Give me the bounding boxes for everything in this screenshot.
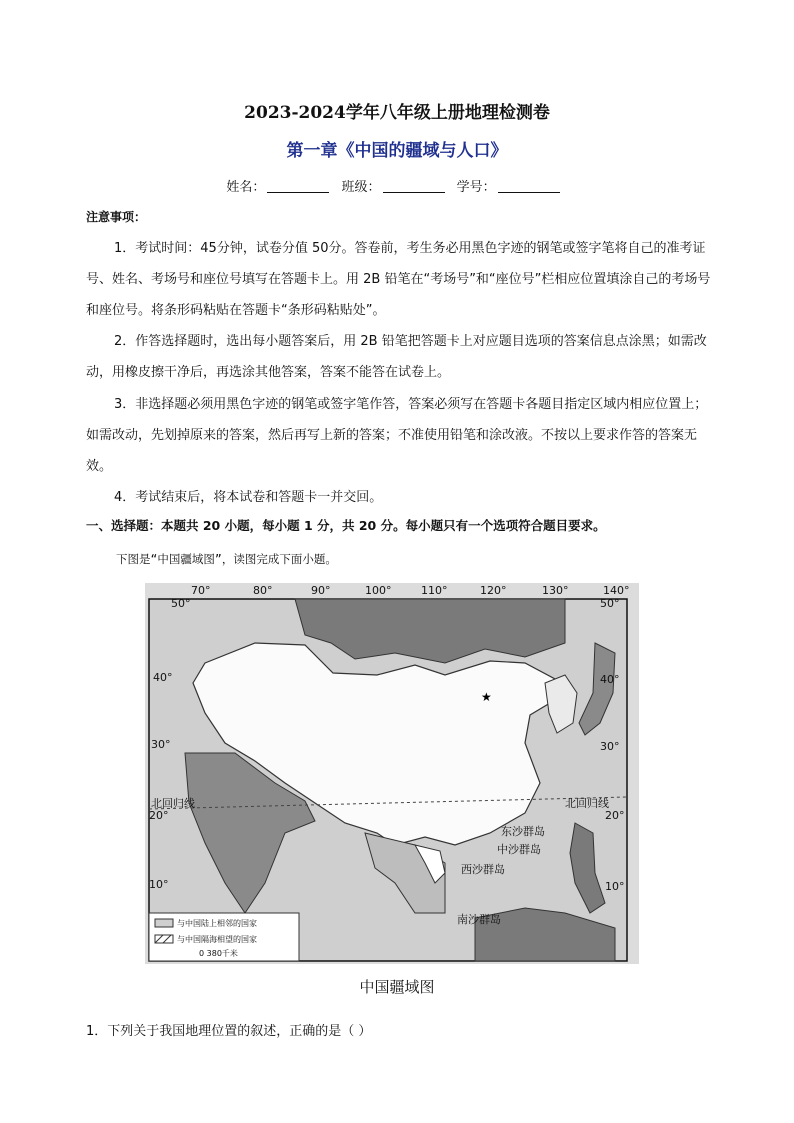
lat-label-left: 40° xyxy=(153,671,173,684)
notes-heading: 注意事项： xyxy=(86,210,147,224)
section-instruction: 下图是“中国疆域图”，读图完成下面小题。 xyxy=(116,552,337,566)
lat-label-right: 40° xyxy=(600,673,620,686)
id-label: 学号： xyxy=(456,180,496,195)
lat-label-left: 30° xyxy=(151,738,171,751)
question-1: 1．下列关于我国地理位置的叙述，正确的是（ ） xyxy=(86,1024,372,1039)
island-label: 东沙群岛 xyxy=(501,825,545,838)
lat-label-right: 50° xyxy=(600,597,620,610)
tropic-label-left: 北回归线 xyxy=(151,797,195,810)
lon-label: 80° xyxy=(253,584,273,597)
lat-label-right: 20° xyxy=(605,809,625,822)
lon-label: 120° xyxy=(480,584,507,597)
lat-label-left: 20° xyxy=(149,809,169,822)
svg-text:★: ★ xyxy=(481,690,492,704)
lon-label: 130° xyxy=(542,584,569,597)
lon-label: 90° xyxy=(311,584,331,597)
chapter-subtitle: 第一章《中国的疆域与人口》 xyxy=(286,141,508,161)
class-label: 班级： xyxy=(341,180,381,195)
lat-label-left: 10° xyxy=(149,878,169,891)
map-caption: 中国疆域图 xyxy=(359,978,435,996)
lon-label: 70° xyxy=(191,584,211,597)
map-scale: 0 380千米 xyxy=(199,949,238,958)
island-label: 中沙群岛 xyxy=(497,843,541,856)
legend-land-neighbors: 与中国陆上相邻的国家 xyxy=(177,919,257,928)
section-heading: 一、选择题：本题共 20 小题，每小题 1 分，共 20 分。每小题只有一个选项符合题目要求。 xyxy=(86,518,606,533)
exam-title: 2023-2024学年八年级上册地理检测卷 xyxy=(244,103,550,123)
lat-label-left: 50° xyxy=(171,597,191,610)
note-item-1: 1．考试时间：45分钟，试卷分值 50分。答卷前，考生务必用黑色字迹的钢笔或签字笔将自己的准考证号、姓名、考场号和座位号填写在答题卡上。用 2B 铅笔在“考场号”和“座位号”栏相应位置填涂自己的考场号和座位号。将条形码粘贴在答题卡“条形码粘贴处”。 xyxy=(86,241,711,318)
name-label: 姓名： xyxy=(226,180,266,195)
island-label: 南沙群岛 xyxy=(457,913,501,926)
lat-label-right: 10° xyxy=(605,880,625,893)
student-info-fields xyxy=(0,176,794,195)
legend-sea-neighbors: 与中国隔海相望的国家 xyxy=(177,935,257,944)
lon-label: 140° xyxy=(603,584,630,597)
china-territory-map xyxy=(145,583,639,964)
note-item-3: 3．非选择题必须用黑色字迹的钢笔或签字笔作答，答案必须写在答题卡各题目指定区域内相应位置上；如需改动，先划掉原来的答案，然后再写上新的答案；不准使用铅笔和涂改液。不按以上要求作答的答案无效。 xyxy=(86,397,708,474)
lon-label: 110° xyxy=(421,584,448,597)
id-blank[interactable] xyxy=(498,180,560,193)
note-item-2: 2．作答选择题时，选出每小题答案后，用 2B 铅笔把答题卡上对应题目选项的答案信息点涂黑；如需改动，用橡皮擦干净后，再选涂其他答案，答案不能答在试卷上。 xyxy=(86,334,707,380)
name-blank[interactable] xyxy=(267,180,329,193)
lat-label-right: 30° xyxy=(600,740,620,753)
tropic-label-right: 北回归线 xyxy=(565,797,609,810)
island-label: 西沙群岛 xyxy=(461,863,505,876)
note-item-4: 4．考试结束后，将本试卷和答题卡一并交回。 xyxy=(114,490,383,505)
class-blank[interactable] xyxy=(383,180,445,193)
lon-label: 100° xyxy=(365,584,392,597)
